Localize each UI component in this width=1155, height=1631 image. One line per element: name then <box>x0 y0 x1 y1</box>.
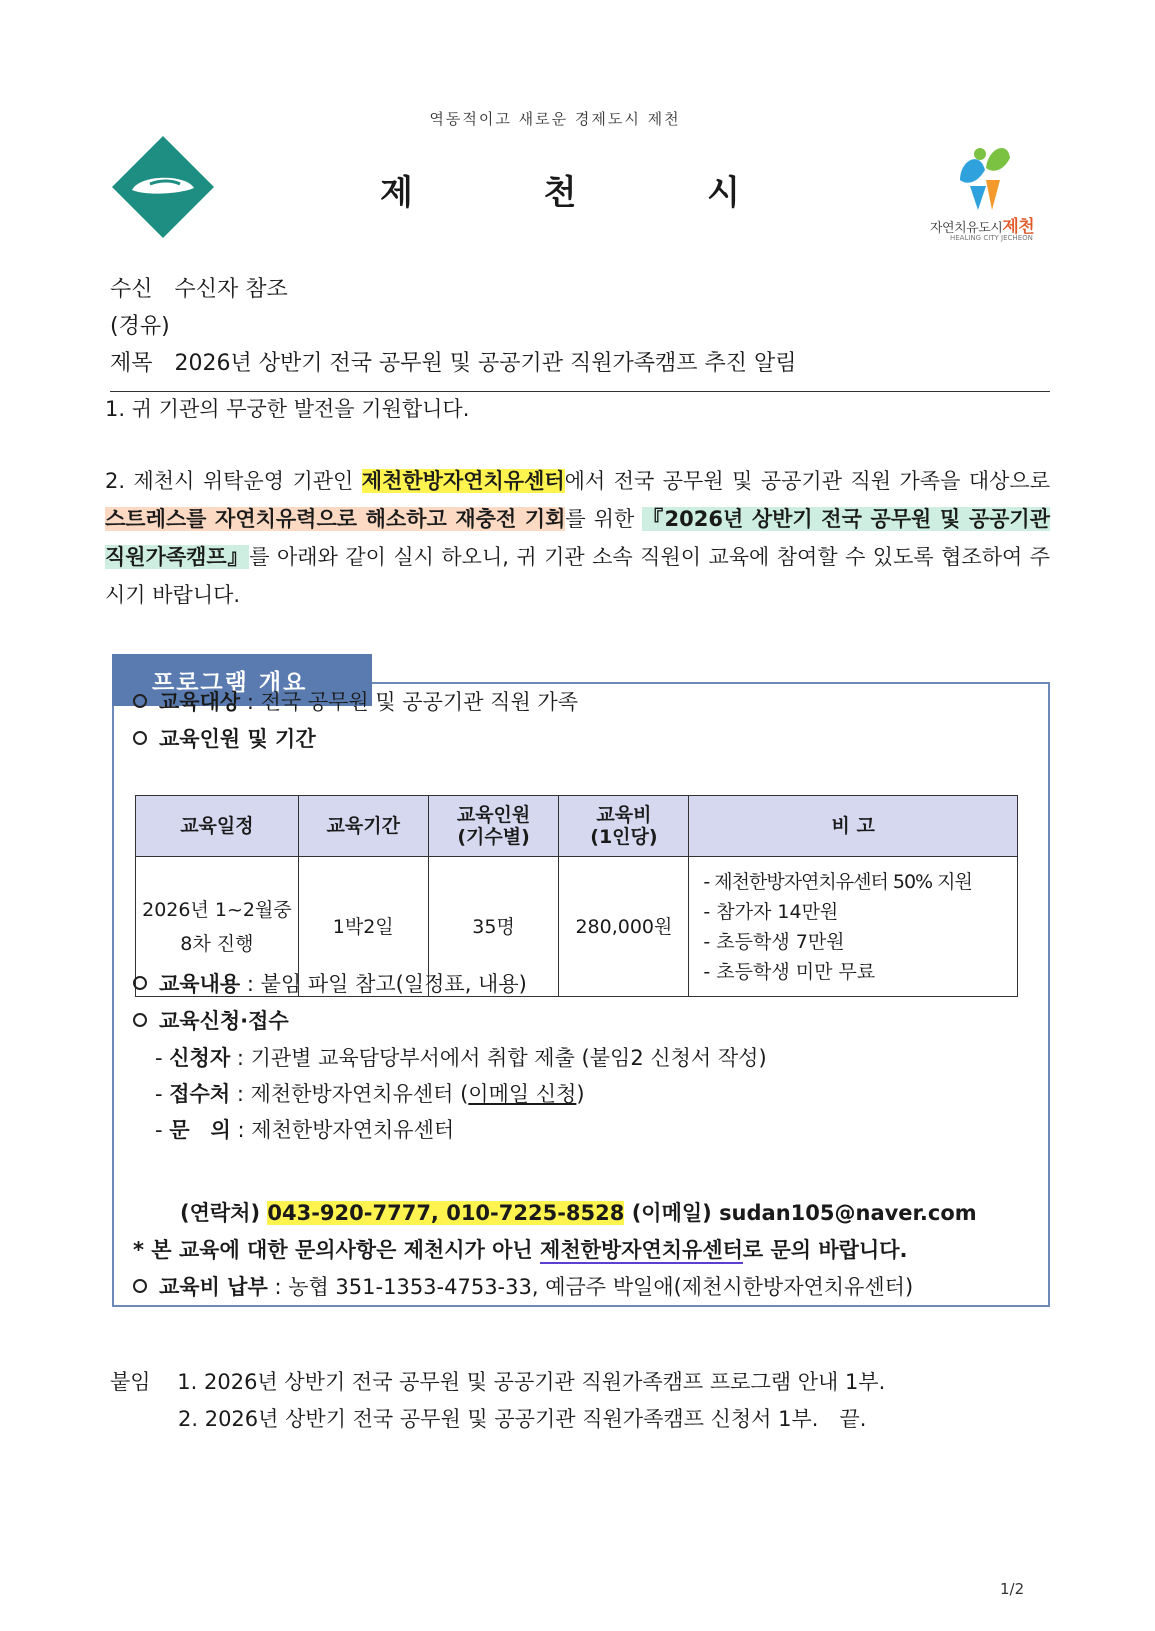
bullet-circle-icon <box>133 976 147 990</box>
contact-email: sudan105@naver.com <box>719 1201 977 1225</box>
note-line: - 초등학생 7만원 <box>703 930 845 953</box>
attachment-line-1 <box>110 1366 885 1396</box>
attachment-item: 2. 2026년 상반기 전국 공무원 및 공공기관 직원가족캠프 신청서 1부. 끝. <box>178 1407 867 1431</box>
inquiry-notice: * 본 교육에 대한 문의사항은 제천시가 아닌 제천한방자연치유센터로 문의 바랍니다. <box>133 1238 908 1262</box>
target-item: 교육대상 : 전국 공무원 및 공공기관 직원 가족 <box>133 686 578 716</box>
attachment-item: 1. 2026년 상반기 전국 공무원 및 공공기관 직원가족캠프 프로그램 안내 1부. <box>177 1370 886 1394</box>
title-char-1: 제 <box>380 173 413 213</box>
table-header: 교육일정 <box>136 796 299 857</box>
healing-city-logo-subtext: HEALING CITY JECHEON <box>950 234 1033 242</box>
duration-cell: 1박2일 <box>298 857 428 997</box>
contact-line: (연락처) 043-920-7777, 010-7225-8528 (이메일) sudan105@naver.com <box>180 1201 977 1225</box>
notes-cell <box>689 857 1018 997</box>
paragraph-2: 2. 제천시 위탁운영 기관인 제천한방자연치유센터에서 전국 공무원 및 공공기관 직원 가족을 대상으로 스트레스를 자연치유력으로 해소하고 재충전 기회를 위한 『2026년 상반기 전국 공무원 및 공공기관 직원가족캠프』를 아래와 같이 실시 하오니, 귀 기관 소속 직원이 교육에 참여할 수 있도록 협조하여 주시기 바랍니다. <box>105 469 1051 607</box>
table-header: 교육비 (1인당) <box>559 796 689 857</box>
apply-item: 교육신청·접수 <box>133 1005 289 1035</box>
people-period-item: 교육인원 및 기간 <box>133 723 316 753</box>
purpose-highlight: 스트레스를 자연치유력으로 해소하고 재충전 기회 <box>105 507 566 531</box>
document-title <box>380 165 740 214</box>
healing-city-logo-text: 자연치유도시제천 <box>930 217 1035 237</box>
table-header-row <box>136 796 1018 857</box>
note-line: - 참가자 14만원 <box>703 900 839 923</box>
subject-value: 2026년 상반기 전국 공무원 및 공공기관 직원가족캠프 추진 알림 <box>174 351 797 376</box>
table-header: 교육기간 <box>298 796 428 857</box>
bullet-circle-icon <box>133 1013 147 1027</box>
receiver-line: - 접수처 : 제천한방자연치유센터 (이메일 신청) <box>155 1082 585 1106</box>
table-header: 교육인원 (기수별) <box>428 796 559 857</box>
inquiry-line: - 문 의 : 제천한방자연치유센터 <box>155 1118 455 1142</box>
city-slogan: 역동적이고 새로운 경제도시 제천 <box>429 110 681 128</box>
recipient-value: 수신자 참조 <box>174 277 288 302</box>
center-name-highlight: 제천한방자연치유센터 <box>361 469 565 493</box>
page-number: 1/2 <box>1000 1580 1025 1598</box>
via-line: (경유) <box>110 314 170 339</box>
contact-phones: 043-920-7777, 010-7225-8528 <box>267 1201 625 1225</box>
jecheon-emblem-icon <box>110 134 216 240</box>
note-line: - 제천한방자연치유센터 50% 지원 <box>703 870 972 893</box>
title-char-3: 시 <box>707 173 740 213</box>
content-item: 교육내용 : 붙임 파일 참고(일정표, 내용) <box>133 968 527 998</box>
subject-label: 제목 <box>110 351 153 376</box>
note-line: - 초등학생 미만 무료 <box>703 960 876 983</box>
recipient-label: 수신 <box>110 277 153 302</box>
bullet-circle-icon <box>133 731 147 745</box>
table-header: 비 고 <box>689 796 1018 857</box>
people-cell: 35명 <box>428 857 559 997</box>
applicant-line: - 신청자 : 기관별 교육담당부서에서 취합 제출 (붙임2 신청서 작성) <box>155 1046 767 1070</box>
paragraph-1: 1. 귀 기관의 무궁한 발전을 기원합니다. <box>105 397 470 421</box>
program-overview-tab: 프로그램 개요 <box>112 654 372 706</box>
payment-item: 교육비 납부 : 농협 351-1353-4753-33, 예금주 박일애(제천시한방자연치유센터) <box>133 1271 913 1301</box>
schedule-table <box>135 795 1018 997</box>
subject-line <box>110 346 797 377</box>
bullet-circle-icon <box>133 694 147 708</box>
fee-cell: 280,000원 <box>559 857 689 997</box>
program-name-highlight: 『2026년 상반기 전국 공무원 및 공공기관 직원가족캠프』 <box>105 507 1050 569</box>
bullet-circle-icon <box>133 1279 147 1293</box>
attachment-label: 붙임 <box>110 1370 151 1394</box>
title-char-2: 천 <box>543 173 577 213</box>
schedule-cell: 2026년 1~2월중 8차 진행 <box>136 857 299 997</box>
recipient-line <box>110 272 288 303</box>
